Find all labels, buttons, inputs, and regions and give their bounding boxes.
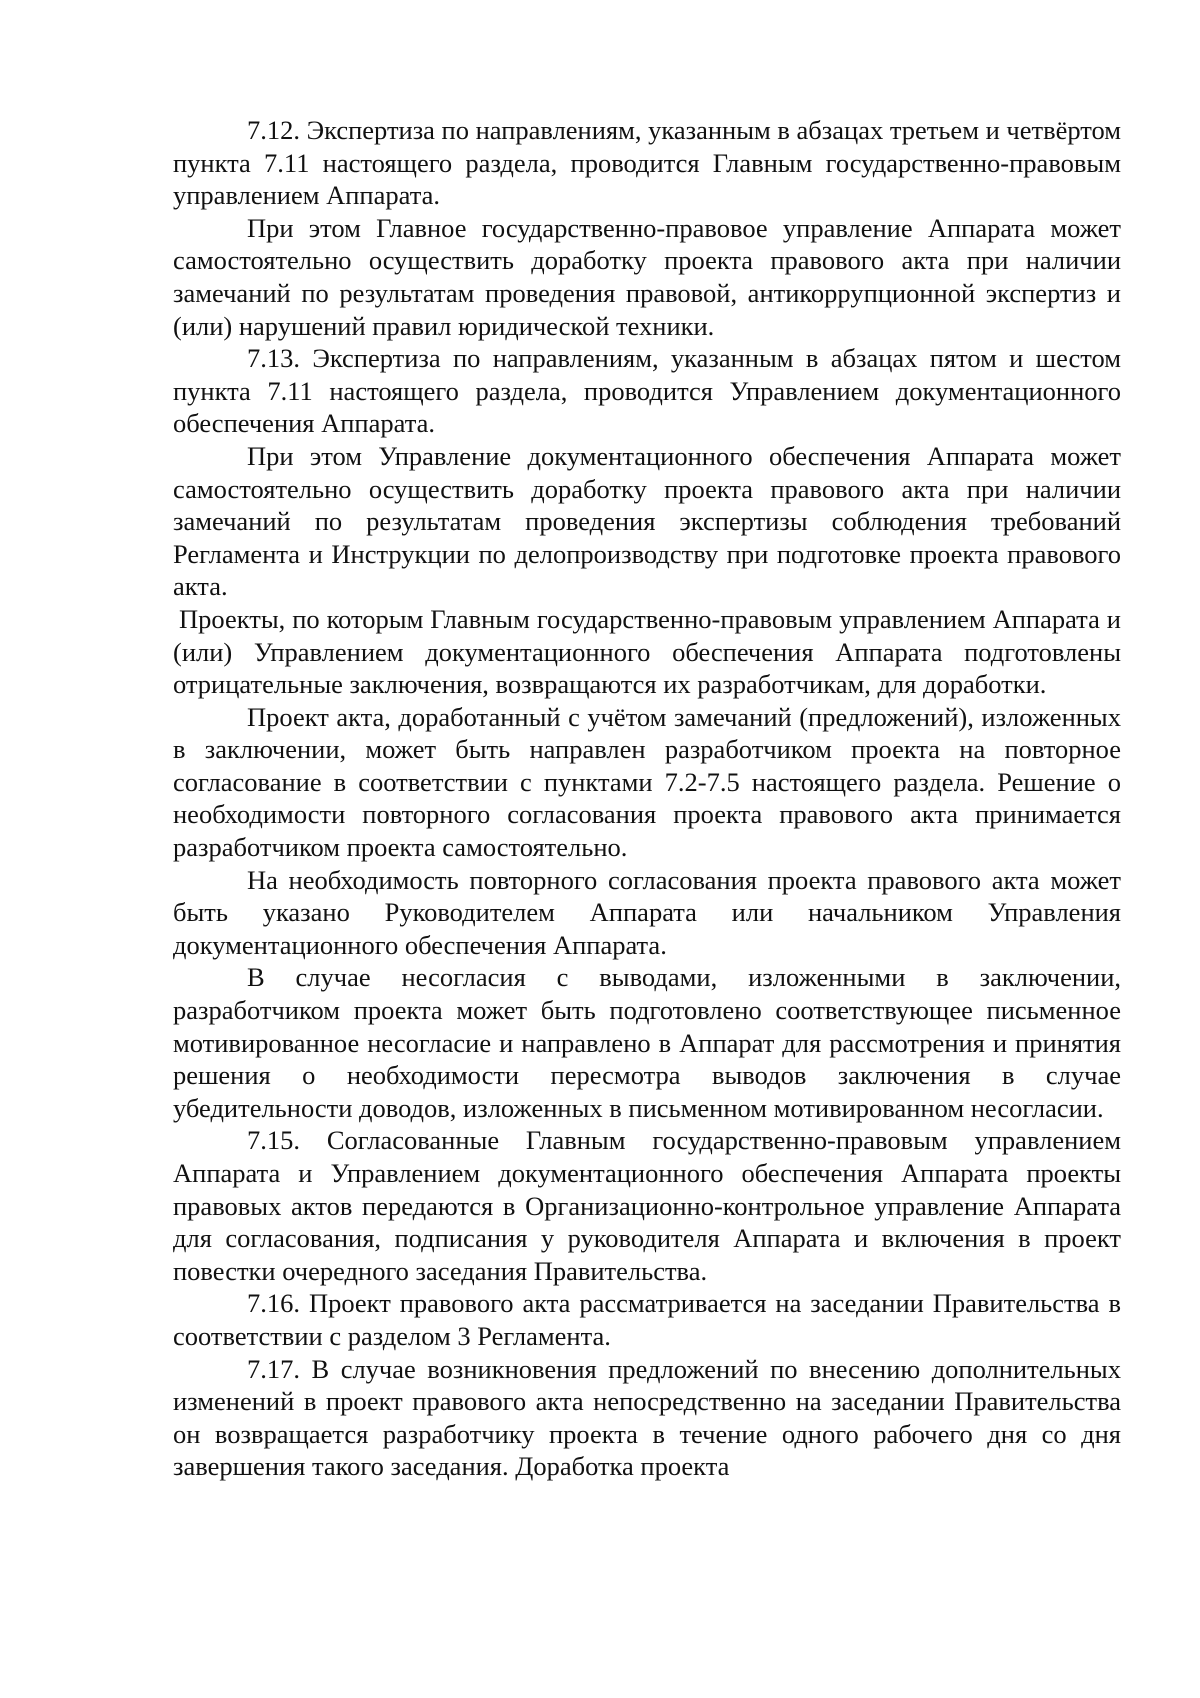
paragraph-7-13: 7.13. Экспертиза по направлениям, указанным в абзацах пятом и шестом пункта 7.11 настоящего раздела, проводится Управлением документационного обеспечения Аппарата. [173,343,1121,439]
paragraph-documentation-revision: При этом Управление документационного обеспечения Аппарата может самостоятельно осуществить доработку проекта правового акта при наличии замечаний по результатам проведения экспертизы соблюдения требований Регламента и Инструкции по делопроизводству при подготовке проекта правового акта. [173,440,1121,602]
paragraph-revised-draft: Проект акта, доработанный с учётом замечаний (предложений), изложенных в заключении, может быть направлен разработчиком проекта на повторное согласование в соответствии с пунктами 7.2-7.5 настоящего раздела. Решение о необходимости повторного согласования проекта правового акта принимается разработчиком проекта самостоятельно. [173,701,1121,863]
paragraph-disagreement: В случае несогласия с выводами, изложенными в заключении, разработчиком проекта может быть подготовлено соответствующее письменное мотивированное несогласие и направлено в Аппарат для рассмотрения и принятия решения о необходимости пересмотра выводов заключения в случае убедительности доводов, изложенных в письменном мотивированном несогласии. [173,962,1121,1123]
document-text [173,114,1121,1483]
paragraph-repeat-approval: На необходимость повторного согласования проекта правового акта может быть указано Руководителем Аппарата или начальником Управления документационного обеспечения Аппарата. [173,864,1121,960]
paragraph-negative-conclusions: Проекты, по которым Главным государственно-правовым управлением Аппарата и (или) Управлением документационного обеспечения Аппарата подготовлены отрицательные заключения, возвращаются их разработчикам, для доработки. [173,603,1121,700]
paragraph-7-15: 7.15. Согласованные Главным государственно-правовым управлением Аппарата и Управлением документационного обеспечения Аппарата проекты правовых актов передаются в Организационно-контрольное управление Аппарата для согласования, подписания у руководителя Аппарата и включения в проект повестки очередного заседания Правительства. [173,1125,1121,1286]
paragraph-legal-revision: При этом Главное государственно-правовое управление Аппарата может самостоятельно осуществить доработку проекта правового акта при наличии замечаний по результатам проведения правовой, антикоррупционной экспертиз и (или) нарушений правил юридической техники. [173,212,1121,341]
paragraph-7-12: 7.12. Экспертиза по направлениям, указанным в абзацах третьем и четвёртом пункта 7.11 настоящего раздела, проводится Главным государственно-правовым управлением Аппарата. [173,115,1121,211]
paragraph-7-16: 7.16. Проект правового акта рассматривается на заседании Правительства в соответствии с разделом 3 Регламента. [173,1288,1121,1351]
paragraph-7-17: 7.17. В случае возникновения предложений по внесению дополнительных изменений в проект правового акта непосредственно на заседании Правительства он возвращается разработчику проекта в течение одного рабочего дня со дня завершения такого заседания. Доработка проекта [173,1353,1121,1482]
